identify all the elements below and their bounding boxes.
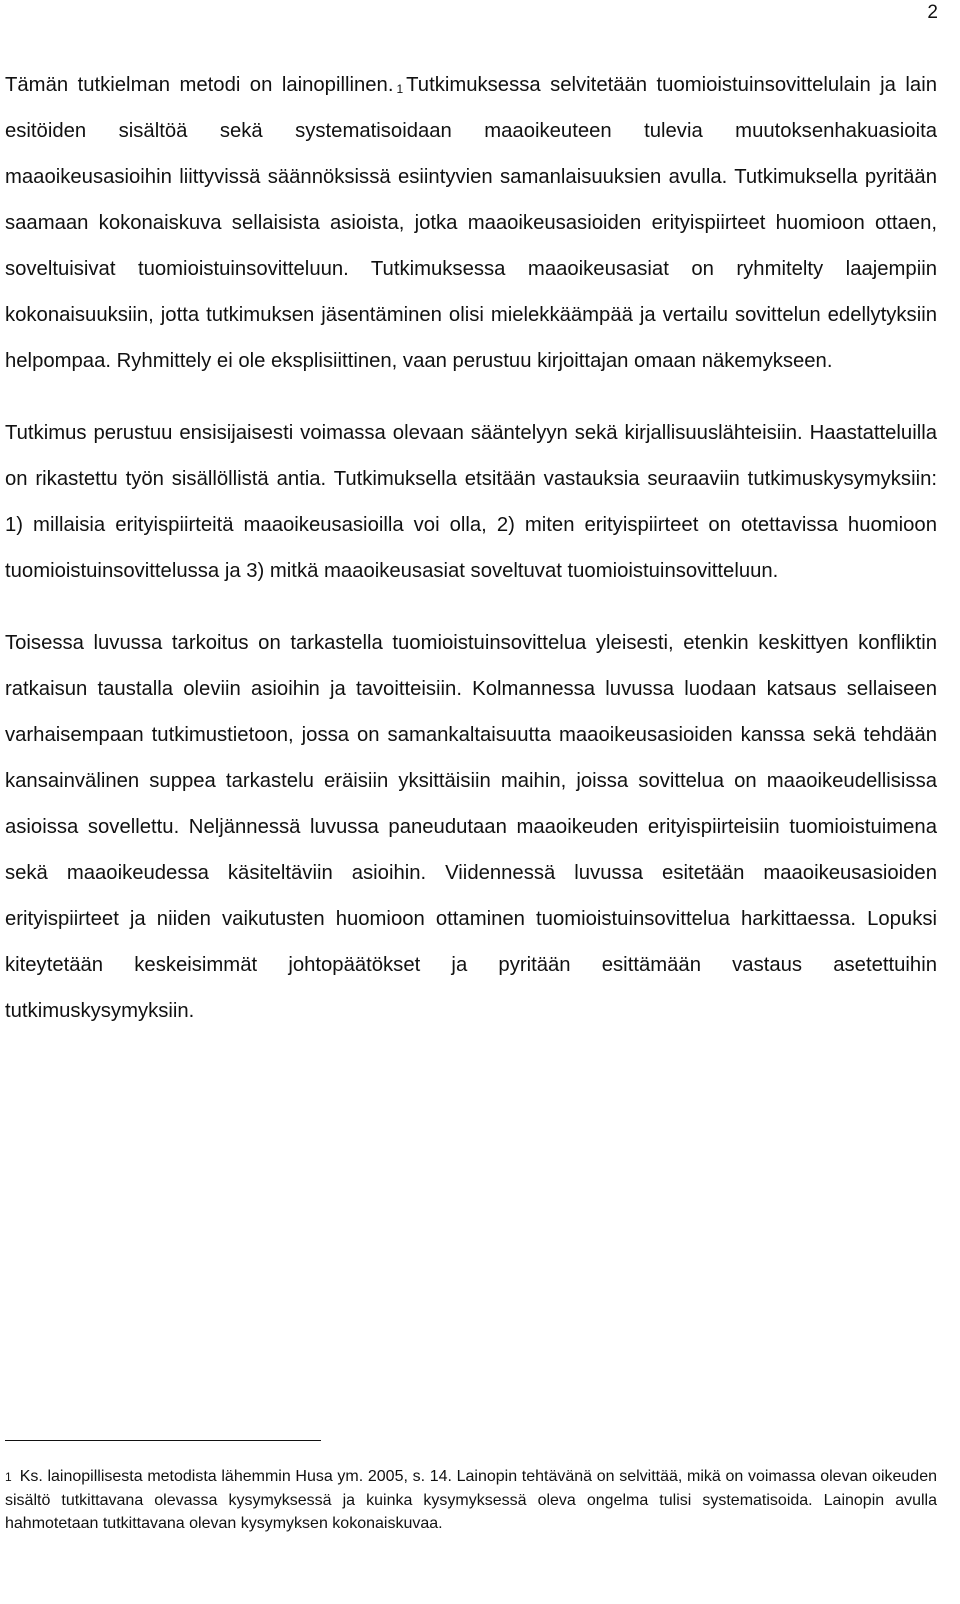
footnote-mark: 1 [5,1470,12,1484]
page-number: 2 [927,2,938,23]
paragraph-method [5,62,937,384]
body-text [5,62,937,1060]
paragraph-sources: Tutkimus perustuu ensisijaisesti voimassa olevaan sääntelyyn sekä kirjallisuuslähteisiin. Haastatteluilla on rikastettu työn sisällöllistä antia. Tutkimuksella etsitään vastauksia seuraaviin tutkimuskysymyksiin: 1) millaisia erityispiirteitä maaoikeusasioilla voi olla, 2) miten erityispiirteet on otettavissa huomioon tuomioistuinsovittelussa ja 3) mitkä maaoikeusasiat soveltuvat tuomioistuinsovitteluun. [5,422,937,582]
paragraph-structure: Toisessa luvussa tarkoitus on tarkastella tuomioistuinsovittelua yleisesti, etenkin keskittyen konfliktin ratkaisun taustalla oleviin asioihin ja tavoitteisiin. Kolmannessa luvussa luodaan katsaus sellaiseen varhaisempaan tutkimustietoon, jossa on samankaltaisuutta maaoikeusasioiden kanssa sekä tehdään kansainvälinen suppea tarkastelu eräisiin yksittäisiin maihin, joissa sovittelua on maaoikeudellisissa asioissa sovellettu. Neljännessä luvussa paneudutaan maaoikeuden erityispiirteisiin tuomioistuimena sekä maaoikeudessa käsiteltäviin asioihin. Viidennessä luvussa esitetään maaoikeusasioiden erityispiirteet ja niiden vaikutusten huomioon ottaminen tuomioistuinsovittelua harkittaessa. Lopuksi kiteytetään keskeisimmät johtopäätökset ja pyritään esittämään vastaus asetettuihin tutkimuskysymyksiin. [5,632,937,1022]
footnote-reference[interactable]: 1 [396,82,404,96]
paragraph-method-rest: Tutkimuksessa selvitetään tuomioistuinsovittelulain ja lain esitöiden sisältöä sekä systematisoidaan maaoikeuteen tulevia muutoksenhakuasioita maaoikeusasioihin liittyvissä säännöksissä esiintyvien samanlaisuuksien avulla. Tutkimuksella pyritään saamaan kokonaiskuva sellaisista asioista, jotka maaoikeusasioiden erityispiirteet huomioon ottaen, soveltuisivat tuomioistuinsovitteluun. Tutkimuksessa maaoikeusasiat on ryhmitelty laajempiin kokonaisuuksiin, jotta tutkimuksen jäsentäminen olisi mielekkäämpää ja vertailu sovittelun edellytyksiin helpompaa. Ryhmittely ei ole eksplisiittinen, vaan perustuu kirjoittajan omaan näkemykseen. [5,74,937,372]
footnote [5,1465,937,1536]
footnote-separator [5,1440,321,1441]
paragraph-method-lead: Tämän tutkielman metodi on lainopillinen. [5,74,394,96]
footnote-text: Ks. lainopillisesta metodista lähemmin Husa ym. 2005, s. 14. Lainopin tehtävänä on selvittää, mikä on voimassa olevan oikeuden sisältö tutkittavana olevassa kysymyksessä ja kuinka kysymyksessä oleva ongelma tulisi systematisoida. Lainopin avulla hahmotetaan tutkittavana olevan kysymyksen kokonaiskuvaa. [5,1468,937,1532]
